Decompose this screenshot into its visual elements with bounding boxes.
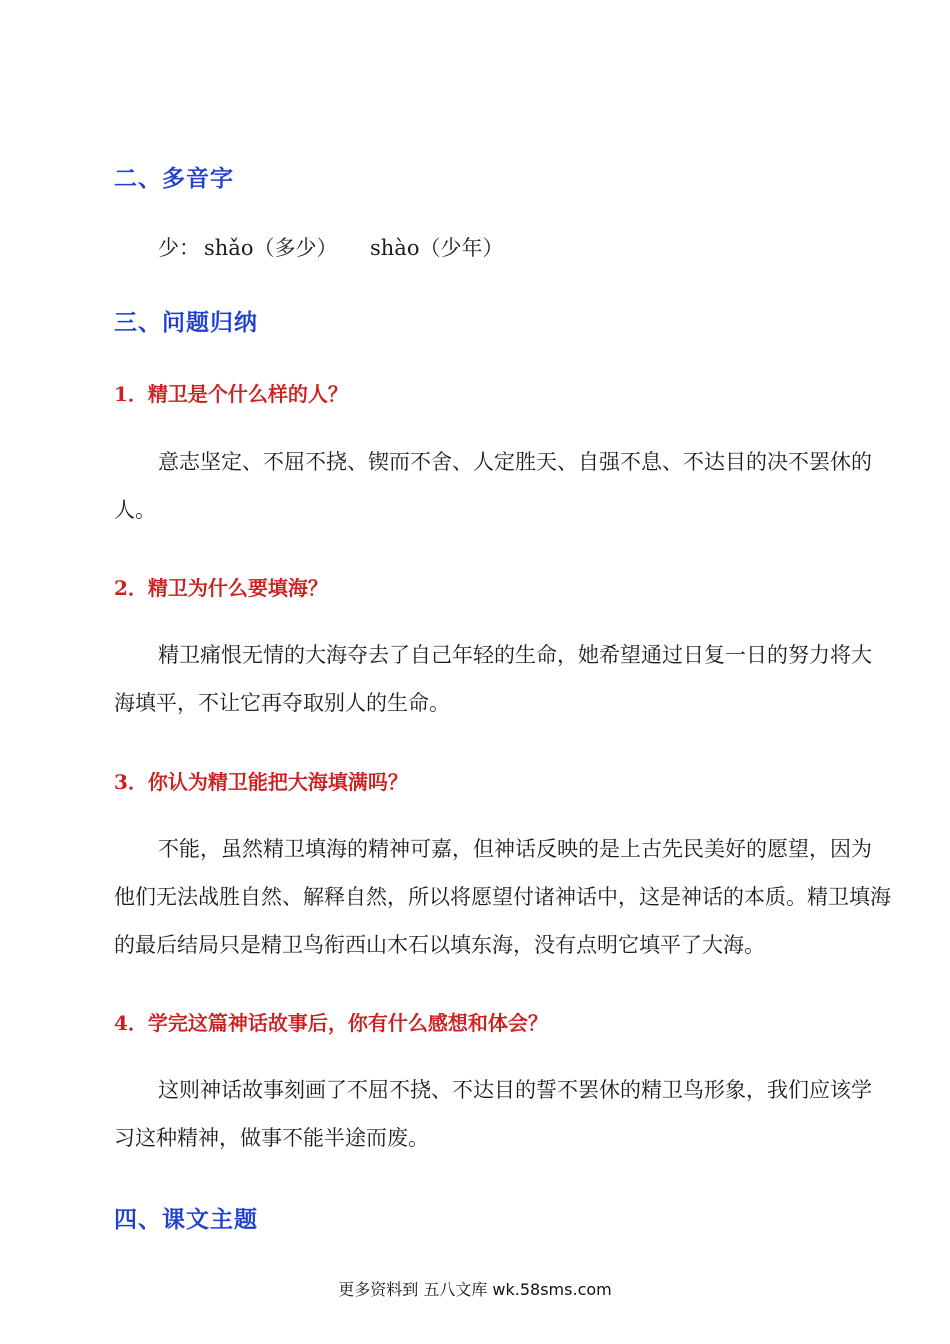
question-4: 4．学完这篇神话故事后，你有什么感想和体会？ [114,1011,548,1035]
question-1: 1．精卫是个什么样的人？ [114,382,348,406]
section-heading-questions: 三、问题归纳 [114,309,258,336]
polyphone-char: 少： [158,236,200,260]
answer-3: 不能，虽然精卫填海的精神可嘉，但神话反映的是上古先民美好的愿望，因为他们无法战胜自然、解释自然，所以将愿望付诸神话中，这是神话的本质。精卫填海的最后结局只是精卫鸟衔西山木石以填东海，没有点明它填平了大海。 [114,837,891,957]
polyphone-reading-1: shǎo（多少） [204,236,338,260]
polyphone-reading-2: shào（少年） [370,236,504,260]
answer-1: 意志坚定、不屈不挠、锲而不舍、人定胜天、自强不息、不达目的决不罢休的人。 [114,450,872,522]
answer-4: 这则神话故事刻画了不屈不挠、不达目的誓不罢休的精卫鸟形象，我们应该学习这种精神，做事不能半途而废。 [114,1078,872,1150]
section-heading-polyphone: 二、多音字 [114,165,234,192]
question-2: 2．精卫为什么要填海？ [114,576,328,600]
answer-2: 精卫痛恨无情的大海夺去了自己年轻的生命，她希望通过日复一日的努力将大海填平，不让它再夺取别人的生命。 [114,643,872,715]
section-heading-theme: 四、课文主题 [114,1206,258,1233]
question-3: 3．你认为精卫能把大海填满吗？ [114,770,408,794]
footer-watermark: 更多资料到 五八文库 wk.58sms.com [338,1280,612,1299]
